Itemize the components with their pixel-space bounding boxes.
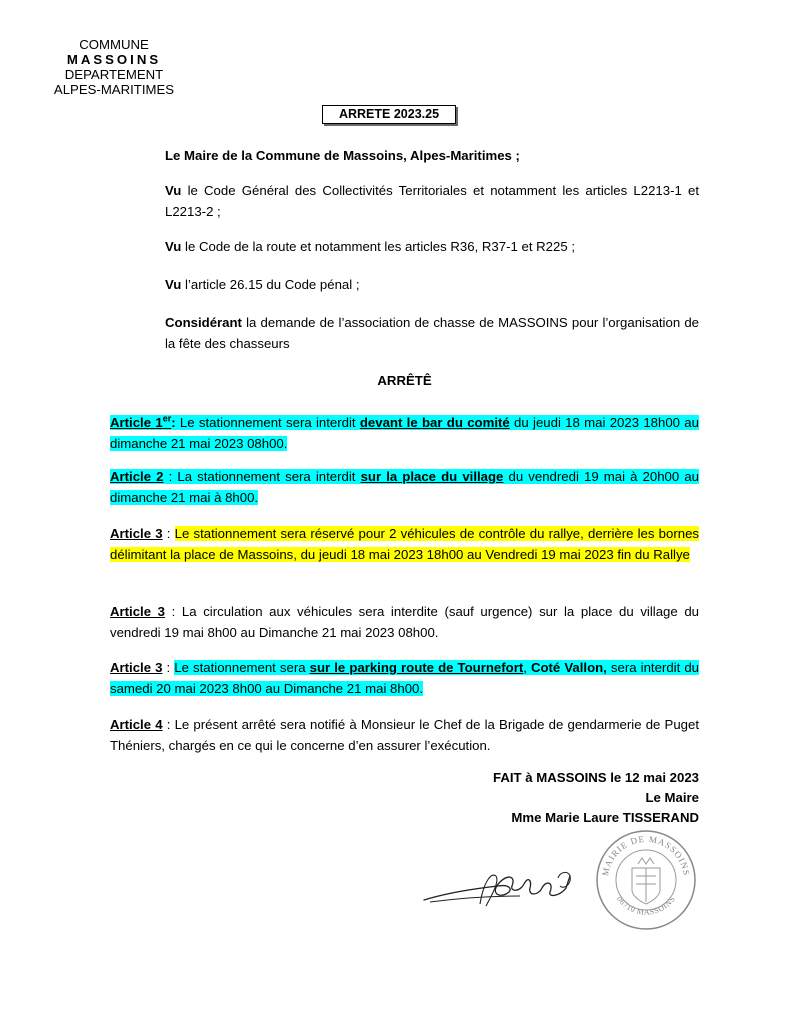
article-label: Article 3 <box>110 604 165 619</box>
considerant-text: la demande de l’association de chasse de MASSOINS pour l’organisation de la fête des chasseurs <box>165 315 699 351</box>
commune-header <box>48 37 180 97</box>
article-emphasis: devant le bar du comité <box>359 415 510 431</box>
header-region: ALPES-MARITIMES <box>53 82 175 97</box>
article-4: Article 4 : Le présent arrêté sera notifié à Monsieur le Chef de la Brigade de gendarmerie de Puget Théniers, chargés en ce qui le concerne d’en assurer l’exécution. <box>110 717 699 753</box>
header-commune-name: MASSOINS <box>66 52 162 67</box>
fait-line: FAIT à MASSOINS le 12 mai 2023 <box>493 770 699 785</box>
article-label: Article 3 <box>110 660 163 675</box>
signature-block <box>493 768 699 828</box>
maire-title: Le Maire <box>645 790 699 805</box>
arrete-number-box: ARRETE 2023.25 <box>322 105 456 124</box>
handwritten-signature <box>420 862 580 912</box>
vu-paragraph-3 <box>165 274 699 295</box>
vu-text: le Code Général des Collectivités Territoriales et notamment les articles L2213-1 et L2213-2 ; <box>165 183 699 219</box>
vu-paragraph-1 <box>165 180 699 222</box>
article-3-circulation: Article 3 : La circulation aux véhicules sera interdite (sauf urgence) sur la place du village du vendredi 19 mai 8h00 au Dimanche 21 mai 2023 08h00. <box>110 604 699 640</box>
svg-text:MAIRIE DE MASSOINS: MAIRIE DE MASSOINS <box>600 833 692 877</box>
vu-text: le Code de la route et notamment les articles R36, R37-1 et R225 ; <box>181 239 576 254</box>
header-commune: COMMUNE <box>79 37 149 52</box>
header-departement: DEPARTEMENT <box>64 67 164 82</box>
article-3-reservation: Article 3 : Le stationnement sera réservé pour 2 véhicules de contrôle du rallye, derrière les bornes délimitant la place de Massoins, du jeudi 18 mai 2023 18h00 au Vendredi 19 mai 2023 fin du Rallye <box>110 526 699 562</box>
article-label: Article 4 <box>110 717 163 732</box>
mairie-seal <box>594 828 698 932</box>
considerant-keyword: Considérant <box>165 315 242 330</box>
article-emphasis: sur le parking route de Tournefort <box>309 660 524 675</box>
arrete-heading: ARRÊTÊ <box>377 373 432 388</box>
article-2-highlight: Article 2 : La stationnement sera interdit sur la place du village du vendredi 19 mai à 20h00 au dimanche 21 mai à 8h00. <box>110 469 700 505</box>
vu-keyword: Vu <box>165 183 182 198</box>
article-2 <box>110 466 699 508</box>
article-1 <box>110 409 699 454</box>
maire-name: Mme Marie Laure TISSERAND <box>511 810 699 825</box>
vu-text: l’article 26.15 du Code pénal ; <box>181 277 360 292</box>
article-3-parking: Article 3 : Le stationnement sera sur le parking route de Tournefort, Coté Vallon, sera interdit du samedi 20 mai 2023 8h00 au Dimanche 21 mai 8h00. <box>110 660 699 696</box>
article-label: Article 1er <box>110 414 172 431</box>
vu-paragraph-2 <box>165 236 699 257</box>
intro-line: Le Maire de la Commune de Massoins, Alpes-Maritimes ; <box>165 148 520 163</box>
vu-keyword: Vu <box>165 239 182 254</box>
article-emphasis: sur la place du village <box>360 469 504 484</box>
article-1-highlight: Article 1er: Le stationnement sera interdit devant le bar du comité du jeudi 18 mai 2023 18h00 au dimanche 21 mai 2023 08h00. <box>110 414 699 452</box>
article-3-highlight: Le stationnement sera réservé pour 2 véhicules de contrôle du rallye, derrière les bornes délimitant la place de Massoins, du jeudi 18 mai 2023 18h00 au Vendredi 19 mai 2023 fin du Rallye <box>110 526 699 562</box>
svg-text:06710 MASSOINS: 06710 MASSOINS <box>614 894 678 917</box>
article-3-parking-highlight: Le stationnement sera sur le parking route de Tournefort, Coté Vallon, sera interdit du samedi 20 mai 2023 8h00 au Dimanche 21 mai 8h00. <box>110 660 699 696</box>
article-label: Article 3 <box>110 526 163 541</box>
article-label: Article 2 <box>110 469 164 484</box>
considerant-paragraph <box>165 312 699 354</box>
vu-keyword: Vu <box>165 277 182 292</box>
